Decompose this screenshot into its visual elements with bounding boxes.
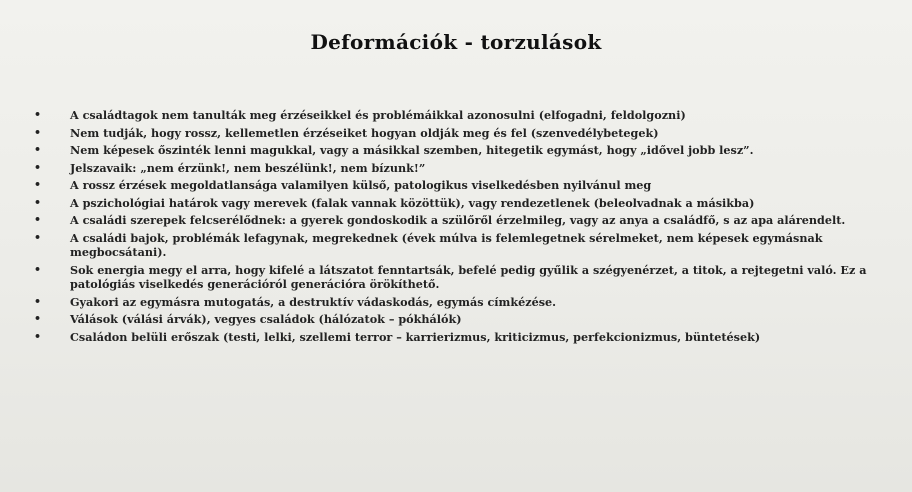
list-item xyxy=(34,231,894,260)
bullet-text: A rossz érzések megoldatlansága valamilyen külső, patologikus viselkedésben nyilvánul meg xyxy=(70,178,652,192)
list-item xyxy=(34,312,894,327)
bullet-list xyxy=(34,108,894,347)
list-item xyxy=(34,108,894,123)
bullet-text: Jelszavaik: „nem érzünk!, nem beszélünk!, nem bízunk!” xyxy=(70,160,426,175)
list-item xyxy=(34,178,894,193)
list-item xyxy=(34,196,894,211)
list-item xyxy=(34,213,894,228)
bullet-icon: • xyxy=(34,294,42,308)
bullet-text: Sok energia megy el arra, hogy kifelé a látszatot fenntartsák, befelé pedig gyűlik a szégyenérzet, a titok, a rejtegetni való. Ez a patológiás viselkedés generációról generációra örökíthető. xyxy=(70,262,867,291)
bullet-text: Válások (válási árvák), vegyes családok (hálózatok – pókhálók) xyxy=(70,312,462,326)
bullet-text: Nem képesek őszinték lenni magukkal, vagy a másikkal szemben, hitegetik egymást, hogy „idővel jobb lesz”. xyxy=(70,143,754,157)
list-item xyxy=(34,126,894,141)
bullet-icon: • xyxy=(34,262,42,276)
bullet-icon: • xyxy=(34,178,42,191)
bullet-icon: • xyxy=(34,312,42,325)
list-item xyxy=(34,143,894,158)
bullet-icon: • xyxy=(34,108,42,121)
bullet-text: Gyakori az egymásra mutogatás, a destruktív vádaskodás, egymás címkézése. xyxy=(70,294,557,309)
bullet-icon: • xyxy=(34,195,42,209)
bullet-text: A családi bajok, problémák lefagynak, megrekednek (évek múlva is felemlegetnek sérelmeket, nem képesek egymásnak megbocsátani). xyxy=(70,230,823,259)
list-item xyxy=(34,263,894,292)
bullet-icon: • xyxy=(34,230,42,244)
bullet-icon: • xyxy=(34,143,42,156)
bullet-text: A pszichológiai határok vagy merevek (falak vannak közöttük), vagy rendezetlenek (beleolvadnak a másikba) xyxy=(70,195,755,210)
list-item xyxy=(34,161,894,176)
bullet-text: Nem tudják, hogy rossz, kellemetlen érzéseiket hogyan oldják meg és fel (szenvedélybetegek) xyxy=(70,125,659,140)
bullet-icon: • xyxy=(34,125,42,139)
bullet-text: A családi szerepek felcserélődnek: a gyerek gondoskodik a szülőről érzelmileg, vagy az anya a családfő, s az apa alárendelt. xyxy=(70,213,846,227)
list-item xyxy=(34,295,894,310)
slide-title: Deformációk - torzulások xyxy=(310,30,602,54)
bullet-text: Családon belüli erőszak (testi, lelki, szellemi terror – karrierizmus, kriticizmus, perfekcionizmus, büntetések) xyxy=(70,329,761,344)
bullet-icon: • xyxy=(34,213,42,226)
list-item xyxy=(34,330,894,345)
bullet-icon: • xyxy=(34,160,42,174)
bullet-text: A családtagok nem tanulták meg érzéseikkel és problémáikkal azonosulni (elfogadni, feldolgozni) xyxy=(70,108,686,122)
bullet-icon: • xyxy=(34,329,42,343)
